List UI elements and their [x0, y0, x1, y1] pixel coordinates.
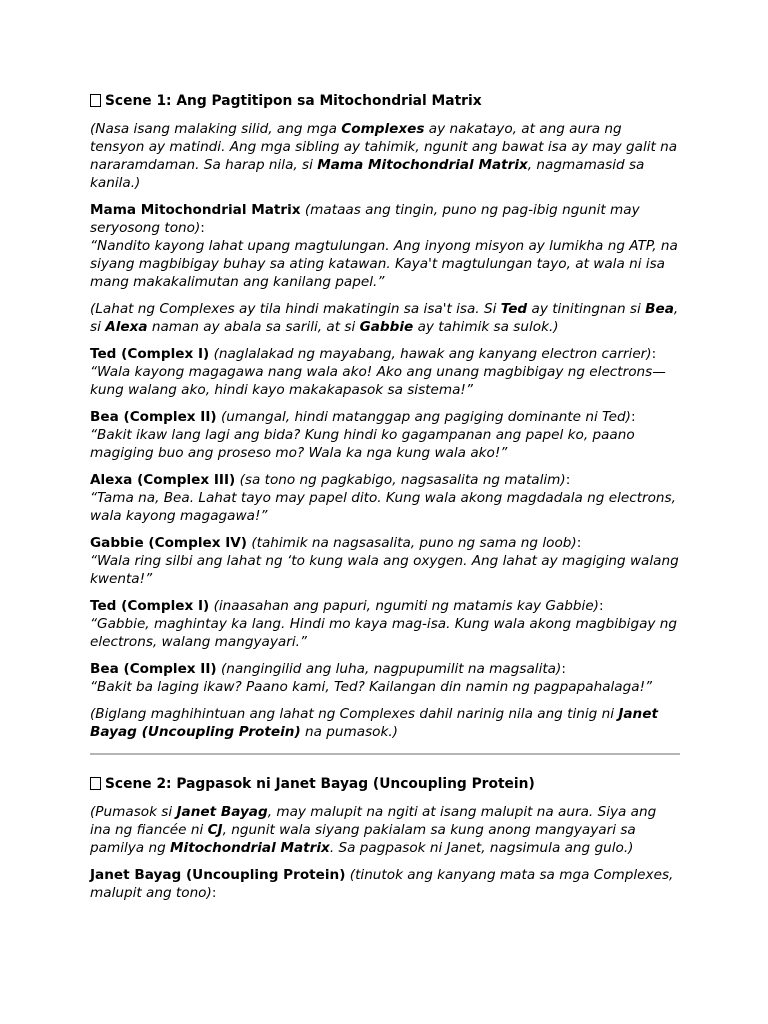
- dialogue-quote: “Wala kayong magagawa nang wala ako! Ako ang unang magbibigay ng electrons—kung walang ako, hindi kayo makakapasok sa sistema!”: [90, 364, 666, 398]
- dialogue-quote: “Nandito kayong lahat upang magtulungan. Ang inyong misyon ay lumikha ng ATP, na siyang magbibigay buhay sa ating katawan. Kaya't magtulungan tayo, at wala ni isa mang makakalimutan ang kanilang papel.”: [90, 238, 678, 290]
- stage-text: ay tahimik sa sulok.): [413, 319, 559, 335]
- stage-text: , may malupit na ngiti at isang malupit na aura. Siya ang ina ng fiancée ni: [90, 804, 657, 838]
- stage-direction: (sa tono ng pagkabigo, nagsasalita ng matalim): [239, 472, 566, 488]
- stage-text: , si: [90, 301, 679, 335]
- scene1-dialogue-list: [90, 345, 680, 696]
- stage-text: ay tinitingnan si: [527, 301, 646, 317]
- stage-text: naman ay abala sa sarili, at si: [147, 319, 360, 335]
- missing-glyph-icon: [90, 94, 101, 107]
- stage-text: (Lahat ng Complexes ay tila hindi makatingin sa isa't isa. Si: [90, 301, 501, 317]
- dialogue-entry: Bea (Complex II) (nangingilid ang luha, nagpupumilit na magsalita): “Bakit ba laging ikaw? Paano kami, Ted? Kailangan din namin ng pagpapahalaga!”: [90, 661, 653, 695]
- stage-text: (Pumasok si: [90, 804, 177, 820]
- dialogue-entry: Bea (Complex II) (umangal, hindi matanggap ang pagiging dominante ni Ted): “Bakit ikaw lang lagi ang bida? Kung hindi ko gagampanan ang papel ko, paano magiging buo ang proseso mo? Wala ka nga kung wala ako!”: [90, 409, 636, 461]
- stage-text: (Nasa isang malaking silid, ang mga: [90, 121, 342, 137]
- stage-direction: (umangal, hindi matanggap ang pagiging dominante ni Ted): [220, 409, 631, 425]
- stage-text: , ngunit wala siyang pakialam sa kung anong mangyayari sa pamilya ng: [90, 822, 636, 856]
- bold-name: Bea: [645, 301, 674, 317]
- stage-text: (Biglang maghihintuan ang lahat ng Complexes dahil narinig nila ang tinig ni: [90, 706, 619, 722]
- speaker-name: Ted (Complex I): [90, 598, 210, 614]
- speaker-name: Mama Mitochondrial Matrix: [90, 202, 301, 218]
- bold-name: Janet Bayag (Uncoupling Protein): [90, 706, 658, 740]
- bold-name: Mitochondrial Matrix: [170, 840, 330, 856]
- speaker-name: Bea (Complex II): [90, 409, 217, 425]
- speaker-name: Bea (Complex II): [90, 661, 217, 677]
- bold-name: Janet Bayag: [176, 804, 268, 820]
- scene2-heading-text: Scene 2: Pagpasok ni Janet Bayag (Uncoupling Protein): [105, 776, 535, 792]
- speaker-name: Janet Bayag (Uncoupling Protein): [90, 867, 346, 883]
- dialogue-entry: Gabbie (Complex IV) (tahimik na nagsasalita, puno ng sama ng loob): “Wala ring silbi ang lahat ng ‘to kung wala ang oxygen. Ang lahat ay magiging walang kwenta!”: [90, 535, 679, 587]
- stage-text: ay nakatayo, at ang aura ng tensyon ay matindi. Ang mga sibling ay tahimik, ngunit ang bawat isa ay may galit na nararamdaman. Sa harap nila, si: [90, 121, 678, 173]
- scene2-dialogue-list: [90, 866, 680, 902]
- bold-name: Mama Mitochondrial Matrix: [317, 157, 528, 173]
- missing-glyph-icon: [90, 777, 101, 790]
- stage-text: . Sa pagpasok ni Janet, nagsimula ang gulo.): [329, 840, 634, 856]
- dialogue-quote: “Gabbie, maghintay ka lang. Hindi mo kaya mag-isa. Kung wala akong magbibigay ng electrons, walang mangyayari.”: [90, 616, 678, 650]
- bold-name: Complexes: [341, 121, 425, 137]
- scene1-stage-direction-intro: [90, 120, 680, 192]
- stage-direction: (inaasahan ang papuri, ngumiti ng matamis kay Gabbie): [213, 598, 599, 614]
- scene1-heading: [90, 92, 680, 110]
- bold-name: Alexa: [105, 319, 148, 335]
- dialogue-quote: “Bakit ikaw lang lagi ang bida? Kung hindi ko gagampanan ang papel ko, paano magiging buo ang proseso mo? Wala ka nga kung wala ako!”: [90, 427, 635, 461]
- stage-direction: (nangingilid ang luha, nagpupumilit na magsalita): [220, 661, 562, 677]
- stage-direction: (mataas ang tingin, puno ng pag-ibig ngunit may seryosong tono): [90, 202, 640, 236]
- stage-direction: (tinutok ang kanyang mata sa mga Complexes, malupit ang tono): [90, 867, 674, 901]
- bold-name: Gabbie: [359, 319, 414, 335]
- scene2-heading: [90, 775, 680, 793]
- scene1-mama-dialogue: [90, 201, 680, 291]
- dialogue-entry: Mama Mitochondrial Matrix (mataas ang tingin, puno ng pag-ibig ngunit may seryosong tono): “Nandito kayong lahat upang magtulungan. Ang inyong misyon ay lumikha ng ATP, na siyang magbibigay buhay sa ating katawan. Kaya't magtulungan tayo, at wala ni isa mang makakalimutan ang kanilang papel.”: [90, 202, 678, 290]
- dialogue-quote: “Tama na, Bea. Lahat tayo may papel dito. Kung wala akong magdadala ng electrons, wala kayong magagawa!”: [90, 490, 676, 524]
- stage-text: na pumasok.): [300, 724, 398, 740]
- scene1-stage-direction-complexes: [90, 300, 680, 336]
- scene1-heading-text: Scene 1: Ang Pagtitipon sa Mitochondrial Matrix: [105, 93, 482, 109]
- speaker-name: Alexa (Complex III): [90, 472, 236, 488]
- dialogue-quote: “Wala ring silbi ang lahat ng ‘to kung wala ang oxygen. Ang lahat ay magiging walang kwenta!”: [90, 553, 679, 587]
- stage-direction: (naglalakad ng mayabang, hawak ang kanyang electron carrier): [213, 346, 652, 362]
- speaker-name: Ted (Complex I): [90, 346, 210, 362]
- dialogue-entry: Ted (Complex I) (inaasahan ang papuri, ngumiti ng matamis kay Gabbie): “Gabbie, maghintay ka lang. Hindi mo kaya mag-isa. Kung wala akong magbibigay ng electrons, walang mangyayari.”: [90, 598, 678, 650]
- dialogue-entry: Janet Bayag (Uncoupling Protein) (tinutok ang kanyang mata sa mga Complexes, malupit ang tono):: [90, 867, 674, 901]
- stage-text: , nagmamasid sa kanila.): [90, 157, 645, 191]
- scene2-stage-direction-intro: [90, 803, 680, 857]
- section-divider: [90, 753, 680, 755]
- bold-name: Ted: [500, 301, 528, 317]
- dialogue-entry: Alexa (Complex III) (sa tono ng pagkabigo, nagsasalita ng matalim): “Tama na, Bea. Lahat tayo may papel dito. Kung wala akong magdadala ng electrons, wala kayong magagawa!”: [90, 472, 676, 524]
- scene1-stage-direction-closing: [90, 705, 680, 741]
- dialogue-entry: Ted (Complex I) (naglalakad ng mayabang, hawak ang kanyang electron carrier): “Wala kayong magagawa nang wala ako! Ako ang unang magbibigay ng electrons—kung walang ako, hindi kayo makakapasok sa sistema!”: [90, 346, 666, 398]
- speaker-name: Gabbie (Complex IV): [90, 535, 247, 551]
- bold-name: CJ: [207, 822, 223, 838]
- stage-direction: (tahimik na nagsasalita, puno ng sama ng loob): [251, 535, 577, 551]
- dialogue-quote: “Bakit ba laging ikaw? Paano kami, Ted? Kailangan din namin ng pagpapahalaga!”: [90, 679, 653, 695]
